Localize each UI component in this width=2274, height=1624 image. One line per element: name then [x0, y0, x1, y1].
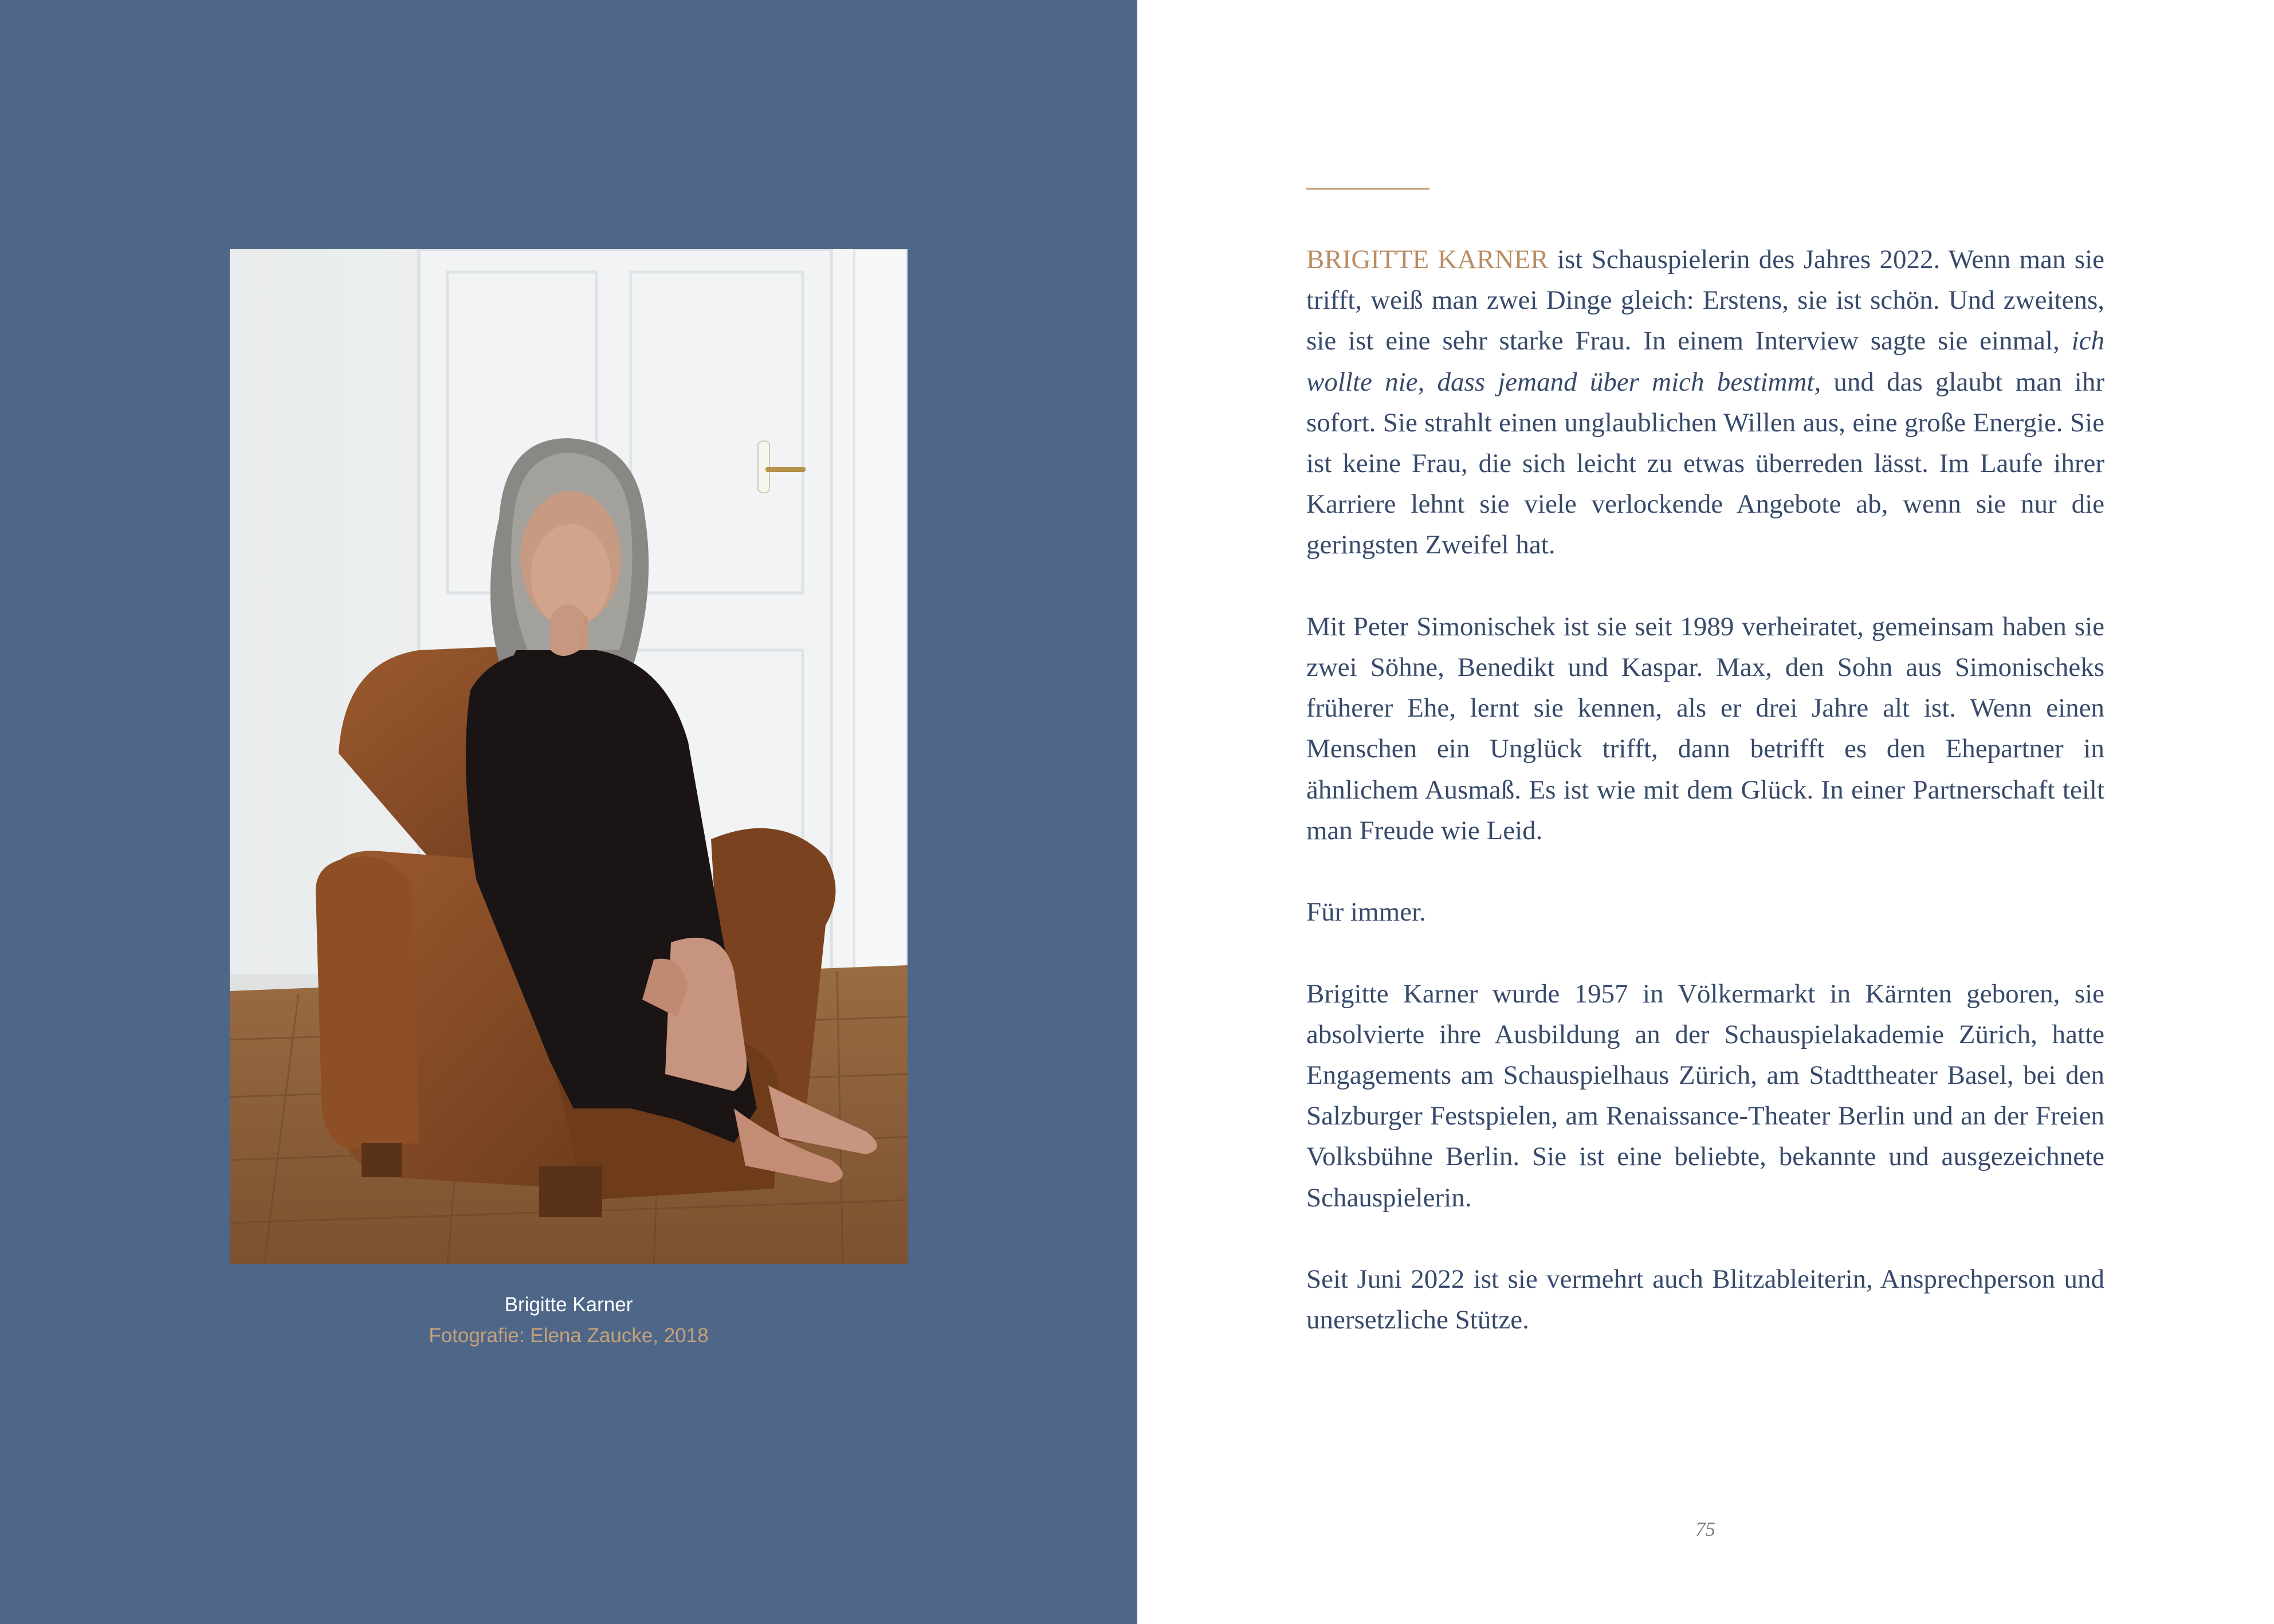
page-number: 75: [1695, 1518, 1715, 1540]
paragraph-5: Seit Juni 2022 ist sie vermehrt auch Blitzableiterin, Ansprechperson und unersetzliche Stütze.: [1306, 1264, 2104, 1335]
paragraph-2: Mit Peter Simonischek ist sie seit 1989 verheiratet, gemeinsam haben sie zwei Söhne, Benedikt und Kaspar. Max, den Sohn aus Simonischeks früherer Ehe, lernt sie kennen, als er drei Jahre alt ist. Wenn einen Menschen ein Unglück trifft, dann betrifft es den Ehepartner in ähnlichem Ausmaß. Es ist wie mit dem Glück. In einer Partnerschaft teilt man Freude wie Leid.: [1306, 611, 2104, 846]
decorative-rule: [1306, 188, 1429, 190]
paragraph-1-text-a: ist Schauspielerin des Jahres 2022. Wenn man sie trifft, weiß man zwei Dinge gleich: Erstens, sie ist schön. Und zweitens, sie ist eine sehr starke Frau. In einem Interview sagte sie einmal,: [1306, 245, 2104, 356]
photo-caption-name: Brigitte Karner: [504, 1293, 633, 1316]
portrait-photo: [230, 249, 908, 1264]
photo-caption-credit: Fotografie: Elena Zaucke, 2018: [429, 1324, 709, 1347]
article-body: [1306, 239, 2104, 1382]
interview-quote: ich wollte nie, dass jemand über mich bestimmt,: [1306, 326, 2104, 397]
paragraph-3: Für immer.: [1306, 897, 1426, 927]
paragraph-4: Brigitte Karner wurde 1957 in Völkermarkt in Kärnten geboren, sie absolvierte ihre Ausbildung an der Schauspielakademie Zürich, hatte Engagements am Schauspielhaus Zürich, am Stadttheater Basel, bei den Salzburger Festspielen, am Renaissance-Theater Berlin und an der Freien Volksbühne Berlin. Sie ist eine beliebte, bekannte und ausgezeichnete Schauspielerin.: [1306, 978, 2104, 1213]
paragraph-1-text-b: und das glaubt man ihr sofort. Sie strahlt einen unglaublichen Willen aus, eine große Energie. Sie ist keine Frau, die sich leicht zu etwas überreden lässt. Im Laufe ihrer Karriere lehnt sie viele verlockende Angebote ab, wenn sie nur die geringsten Zweifel hat.: [1306, 367, 2104, 560]
lead-name: BRIGITTE KARNER: [1306, 245, 1549, 274]
paragraph-1: [1306, 239, 2104, 566]
